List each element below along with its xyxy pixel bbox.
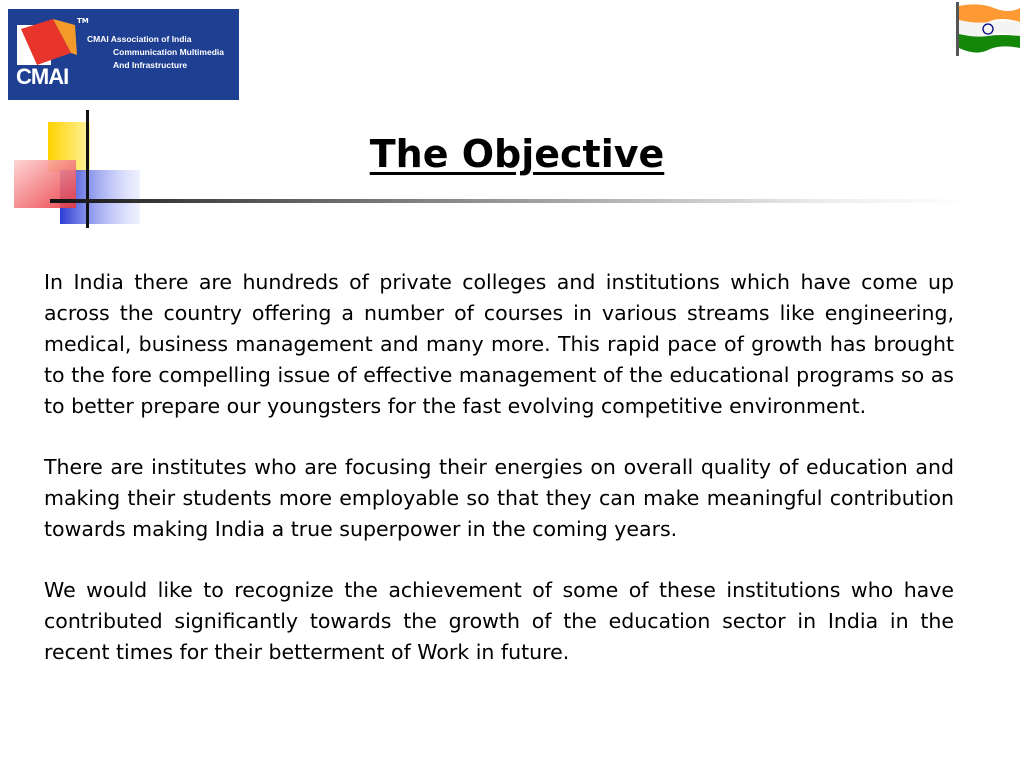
body-paragraph: We would like to recognize the achievement of some of these institutions who have contributed significantly towards the growth of the education sector in India in the recent times for their betterment of Work in future. bbox=[44, 578, 954, 664]
title-divider bbox=[50, 199, 970, 203]
logo-tagline bbox=[87, 33, 224, 72]
logo-wordmark: CMAI bbox=[16, 64, 69, 89]
body-paragraph: In India there are hundreds of private colleges and institutions which have come up across the country offering a number of courses in various streams like engineering, medical, business management and many more. This rapid pace of growth has brought to the fore compelling issue of effective management of the educational programs so as to better prepare our youngsters for the fast evolving competitive environment. bbox=[44, 270, 954, 418]
body-paragraph: There are institutes who are focusing their energies on overall quality of education and making their students more employable so that they can make meaningful contribution towards making India a true superpower in the coming years. bbox=[44, 455, 954, 541]
logo-tagline-line: Communication Multimedia bbox=[113, 47, 224, 57]
trademark-mark: TM bbox=[77, 17, 89, 25]
slide-body bbox=[44, 267, 954, 698]
cmai-logo bbox=[8, 9, 239, 100]
slide-title: The Objective bbox=[369, 132, 665, 176]
indian-flag-icon bbox=[954, 2, 1022, 56]
logo-tagline-line: And Infrastructure bbox=[113, 60, 188, 70]
logo-tagline-line: CMAI Association of India bbox=[87, 34, 192, 44]
